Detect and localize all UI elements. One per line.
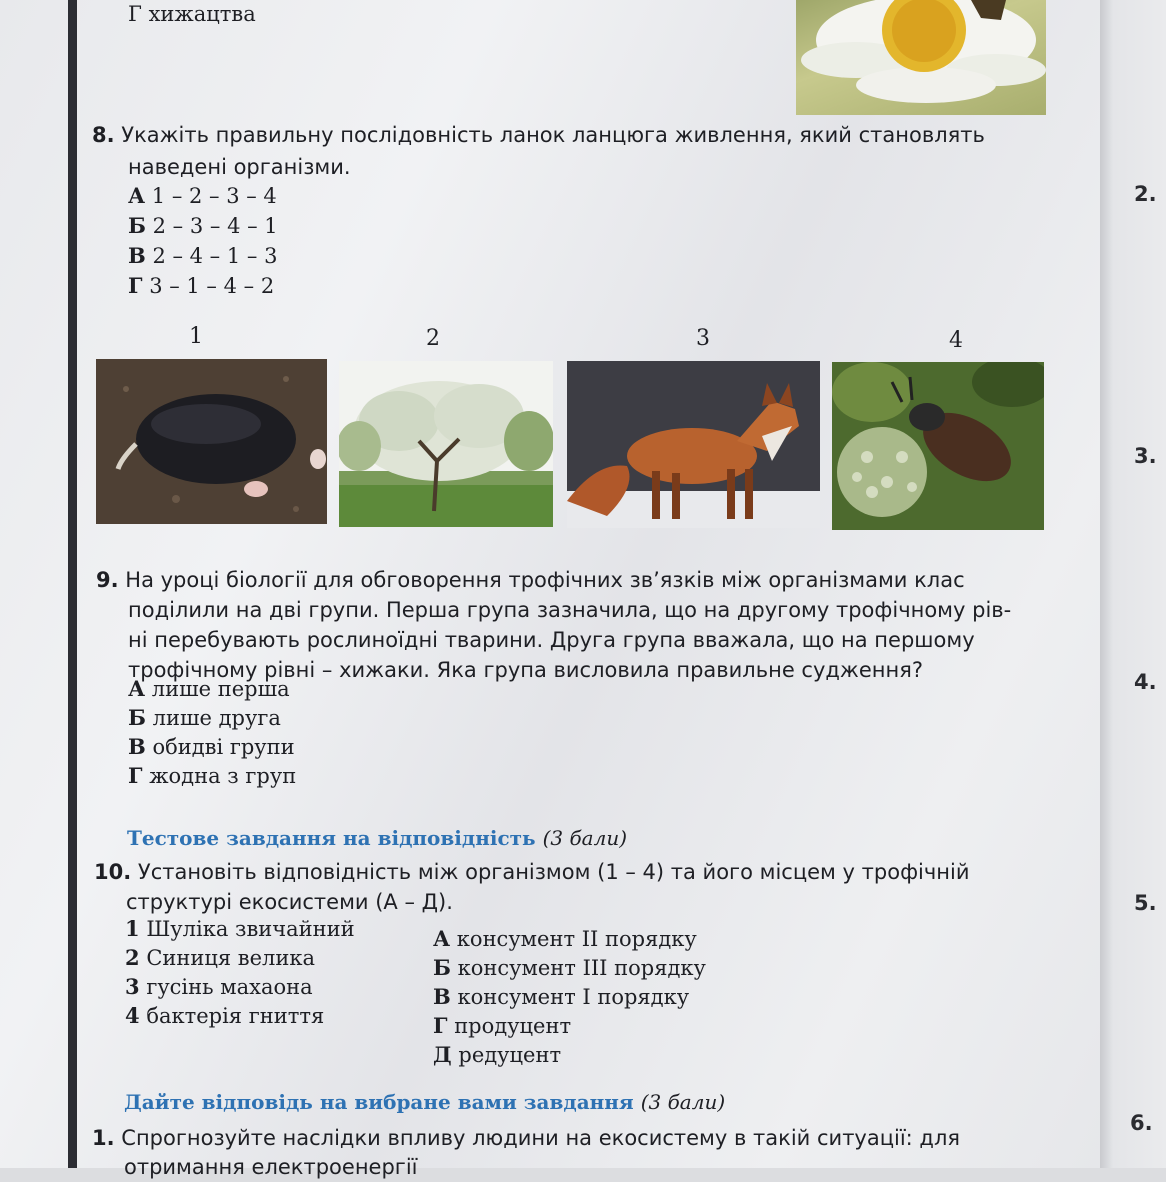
image-label-2: 2 xyxy=(426,326,440,351)
q9-text-line4: трофічному рівні – хижаки. Яка група висловила правильне судження? xyxy=(128,658,923,682)
margin-number-4: 4. xyxy=(1134,670,1157,694)
q1-text-line1: 1. Спрогнозуйте наслідки впливу людини на екосистему в такій ситуації: для xyxy=(92,1126,961,1150)
section-heading-matching: Тестове завдання на відповідність (3 бали) xyxy=(127,826,627,850)
q9-option-v: В обидві групи xyxy=(128,734,295,759)
q10-right-g: Г продуцент xyxy=(433,1013,572,1038)
q10-right-v: В консумент І порядку xyxy=(433,984,690,1009)
q9-option-b: Б лише друга xyxy=(128,705,281,730)
q9-option-a: А лише перша xyxy=(128,676,290,701)
page-margin-bar xyxy=(68,0,77,1168)
margin-number-5: 5. xyxy=(1134,891,1157,915)
image-label-1: 1 xyxy=(189,324,203,349)
margin-number-6: 6. xyxy=(1130,1111,1153,1135)
mole-photo xyxy=(96,359,327,524)
q10-left-2: 2 Синиця велика xyxy=(125,945,316,970)
q10-left-1: 1 Шуліка звичайний xyxy=(125,916,355,941)
q8-text-line2: наведені організми. xyxy=(128,155,351,179)
margin-number-2: 2. xyxy=(1134,182,1157,206)
flowering-tree-photo xyxy=(339,361,553,527)
q10-left-3: 3 гусінь махаона xyxy=(125,974,313,999)
q10-text-line1: 10. Установіть відповідність між організмом (1 – 4) та його місцем у трофічній xyxy=(94,860,970,884)
daisy-photo xyxy=(796,0,1046,115)
q9-text-line1: 9. На уроці біології для обговорення трофічних зв’язків між організмами клас xyxy=(96,568,965,592)
q9-text-line3: ні перебувають рослиноїдні тварини. Друга група вважала, що на першому xyxy=(128,628,975,652)
next-page-edge xyxy=(1100,0,1166,1168)
beetle-photo xyxy=(832,362,1044,530)
fox-photo xyxy=(567,361,820,528)
q10-right-a: А консумент ІІ порядку xyxy=(433,926,697,951)
q9-option-g: Г жодна з груп xyxy=(128,763,297,788)
q10-left-4: 4 бактерія гниття xyxy=(125,1003,325,1028)
image-label-4: 4 xyxy=(949,328,963,353)
q9-text-line2: поділили на дві групи. Перша група зазначила, що на другому трофічному рів- xyxy=(128,598,1012,622)
q8-option-a: А 1 – 2 – 3 – 4 xyxy=(128,183,277,208)
top-option-g: Г хижацтва xyxy=(128,2,256,26)
margin-number-3: 3. xyxy=(1134,444,1157,468)
q1-text-line2: отримання електроенергії xyxy=(124,1155,418,1179)
q8-option-b: Б 2 – 3 – 4 – 1 xyxy=(128,213,278,238)
section-heading-choice: Дайте відповідь на вибране вами завдання (3 бали) xyxy=(124,1090,726,1114)
q8-option-g: Г 3 – 1 – 4 – 2 xyxy=(128,273,275,298)
q10-right-b: Б консумент ІІІ порядку xyxy=(433,955,706,980)
q10-text-line2: структурі екосистеми (А – Д). xyxy=(126,890,453,914)
q8-text-line1: 8. Укажіть правильну послідовність ланок ланцюга живлення, який становлять xyxy=(92,123,985,147)
image-label-3: 3 xyxy=(696,326,710,351)
q8-option-v: В 2 – 4 – 1 – 3 xyxy=(128,243,278,268)
q10-right-d: Д редуцент xyxy=(433,1042,562,1067)
